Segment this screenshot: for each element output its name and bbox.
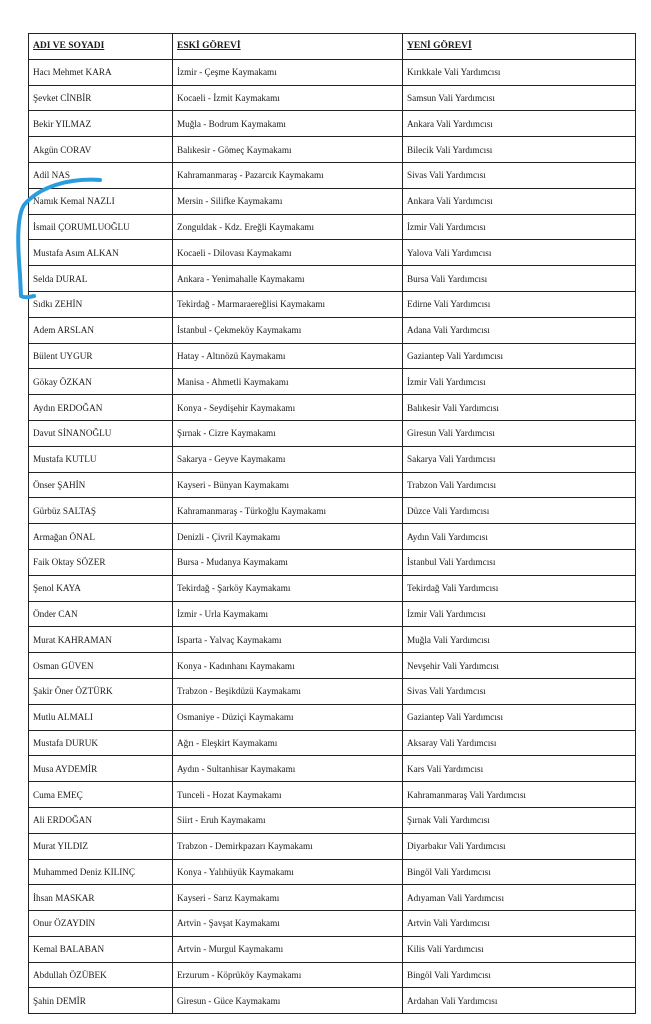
new-duty-cell: Adıyaman Vali Yardımcısı bbox=[403, 885, 636, 911]
table-row bbox=[29, 369, 636, 395]
old-duty-cell: Mersin - Silifke Kaymakamı bbox=[173, 188, 403, 214]
old-duty-cell: Aydın - Sultanhisar Kaymakamı bbox=[173, 756, 403, 782]
old-duty-cell: Kayseri - Sarız Kaymakamı bbox=[173, 885, 403, 911]
table-row bbox=[29, 291, 636, 317]
old-duty-cell: Hatay - Altınözü Kaymakamı bbox=[173, 343, 403, 369]
new-duty-cell: Bingöl Vali Yardımcısı bbox=[403, 859, 636, 885]
name-cell: Mutlu ALMALI bbox=[29, 704, 173, 730]
table-row bbox=[29, 59, 636, 85]
old-duty-cell: Artvin - Şavşat Kaymakamı bbox=[173, 911, 403, 937]
old-duty-cell: Siirt - Eruh Kaymakamı bbox=[173, 807, 403, 833]
new-duty-cell: Ankara Vali Yardımcısı bbox=[403, 188, 636, 214]
new-duty-cell: Nevşehir Vali Yardımcısı bbox=[403, 653, 636, 679]
table-row bbox=[29, 653, 636, 679]
table-body bbox=[29, 59, 636, 1013]
table-row bbox=[29, 111, 636, 137]
table-row bbox=[29, 782, 636, 808]
new-duty-cell: Edirne Vali Yardımcısı bbox=[403, 291, 636, 317]
table-row bbox=[29, 343, 636, 369]
old-duty-cell: Konya - Yalıhüyük Kaymakamı bbox=[173, 859, 403, 885]
table-row bbox=[29, 988, 636, 1014]
table-row bbox=[29, 498, 636, 524]
old-duty-cell: Ankara - Yenimahalle Kaymakamı bbox=[173, 266, 403, 292]
old-duty-cell: Isparta - Yalvaç Kaymakamı bbox=[173, 627, 403, 653]
old-duty-cell: Trabzon - Beşikdüzü Kaymakamı bbox=[173, 678, 403, 704]
new-duty-cell: Aydın Vali Yardımcısı bbox=[403, 524, 636, 550]
new-duty-cell: Samsun Vali Yardımcısı bbox=[403, 85, 636, 111]
name-cell: Aydın ERDOĞAN bbox=[29, 395, 173, 421]
table-row bbox=[29, 704, 636, 730]
new-duty-cell: Gaziantep Vali Yardımcısı bbox=[403, 343, 636, 369]
name-cell: Kemal BALABAN bbox=[29, 936, 173, 962]
new-duty-cell: Artvin Vali Yardımcısı bbox=[403, 911, 636, 937]
header-name: ADI VE SOYADI bbox=[29, 34, 173, 60]
new-duty-cell: Yalova Vali Yardımcısı bbox=[403, 240, 636, 266]
table-row bbox=[29, 859, 636, 885]
name-cell: Ali ERDOĞAN bbox=[29, 807, 173, 833]
name-cell: Murat YILDIZ bbox=[29, 833, 173, 859]
table-row bbox=[29, 188, 636, 214]
old-duty-cell: Balıkesir - Gömeç Kaymakamı bbox=[173, 137, 403, 163]
new-duty-cell: Muğla Vali Yardımcısı bbox=[403, 627, 636, 653]
table-row bbox=[29, 601, 636, 627]
table-row bbox=[29, 756, 636, 782]
new-duty-cell: Kırıkkale Vali Yardımcısı bbox=[403, 59, 636, 85]
new-duty-cell: İzmir Vali Yardımcısı bbox=[403, 601, 636, 627]
name-cell: Sıdkı ZEHİN bbox=[29, 291, 173, 317]
table-header bbox=[29, 34, 636, 60]
name-cell: Mustafa DURUK bbox=[29, 730, 173, 756]
new-duty-cell: Kilis Vali Yardımcısı bbox=[403, 936, 636, 962]
table-row bbox=[29, 936, 636, 962]
name-cell: Osman GÜVEN bbox=[29, 653, 173, 679]
new-duty-cell: Diyarbakır Vali Yardımcısı bbox=[403, 833, 636, 859]
new-duty-cell: Sivas Vali Yardımcısı bbox=[403, 162, 636, 188]
name-cell: Mustafa KUTLU bbox=[29, 446, 173, 472]
name-cell: Şakir Öner ÖZTÜRK bbox=[29, 678, 173, 704]
old-duty-cell: Erzurum - Köprüköy Kaymakamı bbox=[173, 962, 403, 988]
name-cell: Şevket CİNBİR bbox=[29, 85, 173, 111]
name-cell: Hacı Mehmet KARA bbox=[29, 59, 173, 85]
new-duty-cell: Düzce Vali Yardımcısı bbox=[403, 498, 636, 524]
new-duty-cell: Trabzon Vali Yardımcısı bbox=[403, 472, 636, 498]
new-duty-cell: Tekirdağ Vali Yardımcısı bbox=[403, 575, 636, 601]
name-cell: Gökay ÖZKAN bbox=[29, 369, 173, 395]
old-duty-cell: Kocaeli - Dilovası Kaymakamı bbox=[173, 240, 403, 266]
name-cell: Bülent UYGUR bbox=[29, 343, 173, 369]
old-duty-cell: Tunceli - Hozat Kaymakamı bbox=[173, 782, 403, 808]
new-duty-cell: Balıkesir Vali Yardımcısı bbox=[403, 395, 636, 421]
table-row bbox=[29, 137, 636, 163]
table-row bbox=[29, 214, 636, 240]
name-cell: Selda DURAL bbox=[29, 266, 173, 292]
table-row bbox=[29, 911, 636, 937]
new-duty-cell: Adana Vali Yardımcısı bbox=[403, 317, 636, 343]
table-row bbox=[29, 472, 636, 498]
name-cell: Adil NAS bbox=[29, 162, 173, 188]
table-row bbox=[29, 446, 636, 472]
name-cell: Gürbüz SALTAŞ bbox=[29, 498, 173, 524]
appointments-table bbox=[28, 33, 636, 1014]
name-cell: Muhammed Deniz KILINÇ bbox=[29, 859, 173, 885]
new-duty-cell: Bingöl Vali Yardımcısı bbox=[403, 962, 636, 988]
old-duty-cell: Bursa - Mudanya Kaymakamı bbox=[173, 549, 403, 575]
old-duty-cell: Konya - Kadınhanı Kaymakamı bbox=[173, 653, 403, 679]
name-cell: Namık Kemal NAZLI bbox=[29, 188, 173, 214]
table-row bbox=[29, 549, 636, 575]
table-row bbox=[29, 266, 636, 292]
new-duty-cell: İzmir Vali Yardımcısı bbox=[403, 214, 636, 240]
table-row bbox=[29, 162, 636, 188]
old-duty-cell: Manisa - Ahmetli Kaymakamı bbox=[173, 369, 403, 395]
header-new-duty: YENİ GÖREVİ bbox=[403, 34, 636, 60]
old-duty-cell: Kahramanmaraş - Türkoğlu Kaymakamı bbox=[173, 498, 403, 524]
table-row bbox=[29, 575, 636, 601]
old-duty-cell: Denizli - Çivril Kaymakamı bbox=[173, 524, 403, 550]
table-row bbox=[29, 240, 636, 266]
new-duty-cell: Ardahan Vali Yardımcısı bbox=[403, 988, 636, 1014]
table-row bbox=[29, 807, 636, 833]
name-cell: İsmail ÇORUMLUOĞLU bbox=[29, 214, 173, 240]
name-cell: Bekir YILMAZ bbox=[29, 111, 173, 137]
table-row bbox=[29, 833, 636, 859]
name-cell: İhsan MASKAR bbox=[29, 885, 173, 911]
header-old-duty: ESKİ GÖREVİ bbox=[173, 34, 403, 60]
old-duty-cell: Artvin - Murgul Kaymakamı bbox=[173, 936, 403, 962]
new-duty-cell: Şırnak Vali Yardımcısı bbox=[403, 807, 636, 833]
new-duty-cell: Bursa Vali Yardımcısı bbox=[403, 266, 636, 292]
old-duty-cell: Kahramanmaraş - Pazarcık Kaymakamı bbox=[173, 162, 403, 188]
new-duty-cell: Sivas Vali Yardımcısı bbox=[403, 678, 636, 704]
new-duty-cell: Aksaray Vali Yardımcısı bbox=[403, 730, 636, 756]
old-duty-cell: İstanbul - Çekmeköy Kaymakamı bbox=[173, 317, 403, 343]
new-duty-cell: İstanbul Vali Yardımcısı bbox=[403, 549, 636, 575]
old-duty-cell: Trabzon - Demirkpazarı Kaymakamı bbox=[173, 833, 403, 859]
new-duty-cell: Kahramanmaraş Vali Yardımcısı bbox=[403, 782, 636, 808]
new-duty-cell: Sakarya Vali Yardımcısı bbox=[403, 446, 636, 472]
old-duty-cell: Muğla - Bodrum Kaymakamı bbox=[173, 111, 403, 137]
old-duty-cell: Tekirdağ - Marmaraereğlisi Kaymakamı bbox=[173, 291, 403, 317]
name-cell: Faik Oktay SÖZER bbox=[29, 549, 173, 575]
name-cell: Mustafa Asım ALKAN bbox=[29, 240, 173, 266]
old-duty-cell: Zonguldak - Kdz. Ereğli Kaymakamı bbox=[173, 214, 403, 240]
table-row bbox=[29, 395, 636, 421]
table-row bbox=[29, 627, 636, 653]
table-row bbox=[29, 730, 636, 756]
new-duty-cell: Giresun Vali Yardımcısı bbox=[403, 420, 636, 446]
table-row bbox=[29, 317, 636, 343]
name-cell: Abdullah ÖZÜBEK bbox=[29, 962, 173, 988]
new-duty-cell: Ankara Vali Yardımcısı bbox=[403, 111, 636, 137]
old-duty-cell: Konya - Seydişehir Kaymakamı bbox=[173, 395, 403, 421]
old-duty-cell: Şırnak - Cizre Kaymakamı bbox=[173, 420, 403, 446]
old-duty-cell: Sakarya - Geyve Kaymakamı bbox=[173, 446, 403, 472]
name-cell: Cuma EMEÇ bbox=[29, 782, 173, 808]
old-duty-cell: Kocaeli - İzmit Kaymakamı bbox=[173, 85, 403, 111]
name-cell: Şenol KAYA bbox=[29, 575, 173, 601]
table-row bbox=[29, 885, 636, 911]
name-cell: Onur ÖZAYDIN bbox=[29, 911, 173, 937]
new-duty-cell: Kars Vali Yardımcısı bbox=[403, 756, 636, 782]
new-duty-cell: Bilecik Vali Yardımcısı bbox=[403, 137, 636, 163]
old-duty-cell: Giresun - Güce Kaymakamı bbox=[173, 988, 403, 1014]
table-row bbox=[29, 420, 636, 446]
name-cell: Davut SİNANOĞLU bbox=[29, 420, 173, 446]
name-cell: Adem ARSLAN bbox=[29, 317, 173, 343]
name-cell: Murat KAHRAMAN bbox=[29, 627, 173, 653]
table-row bbox=[29, 85, 636, 111]
name-cell: Musa AYDEMİR bbox=[29, 756, 173, 782]
old-duty-cell: Kayseri - Bünyan Kaymakamı bbox=[173, 472, 403, 498]
header-row bbox=[29, 34, 636, 60]
name-cell: Önder CAN bbox=[29, 601, 173, 627]
name-cell: Şahin DEMİR bbox=[29, 988, 173, 1014]
new-duty-cell: İzmir Vali Yardımcısı bbox=[403, 369, 636, 395]
name-cell: Akgün CORAV bbox=[29, 137, 173, 163]
old-duty-cell: Ağrı - Eleşkirt Kaymakamı bbox=[173, 730, 403, 756]
new-duty-cell: Gaziantep Vali Yardımcısı bbox=[403, 704, 636, 730]
table-row bbox=[29, 524, 636, 550]
name-cell: Armağan ÖNAL bbox=[29, 524, 173, 550]
old-duty-cell: Tekirdağ - Şarköy Kaymakamı bbox=[173, 575, 403, 601]
name-cell: Önser ŞAHİN bbox=[29, 472, 173, 498]
old-duty-cell: İzmir - Urla Kaymakamı bbox=[173, 601, 403, 627]
old-duty-cell: Osmaniye - Düziçi Kaymakamı bbox=[173, 704, 403, 730]
old-duty-cell: İzmir - Çeşme Kaymakamı bbox=[173, 59, 403, 85]
table-row bbox=[29, 962, 636, 988]
table-row bbox=[29, 678, 636, 704]
